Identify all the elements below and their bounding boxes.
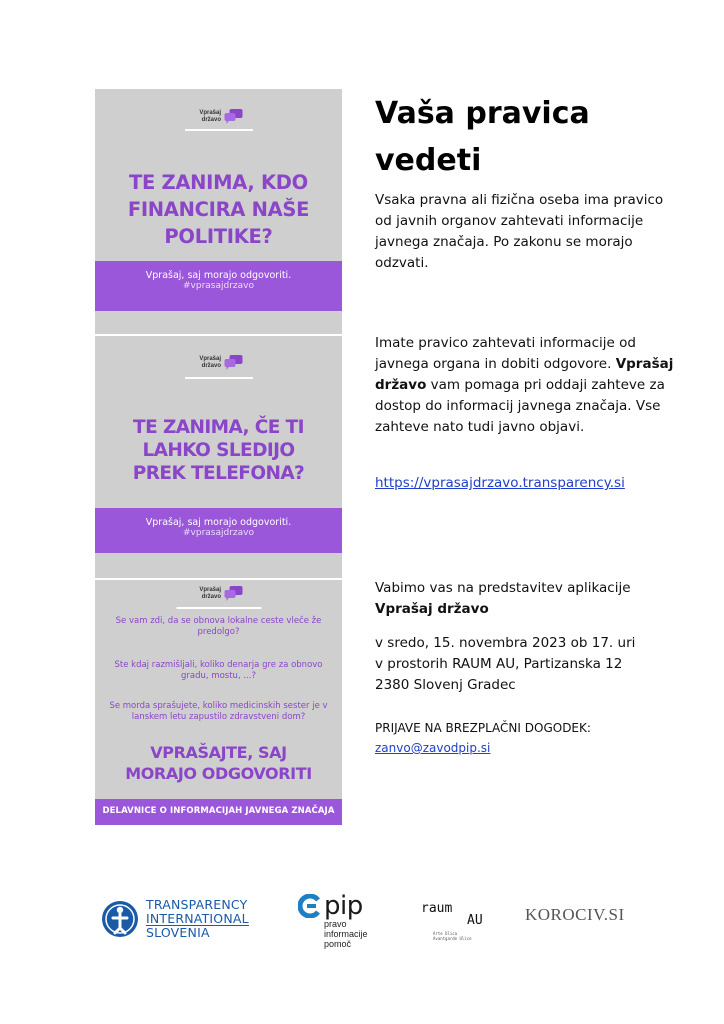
app-paragraph: Imate pravico zahtevati informacije od javnega organa in dobiti odgovore. Vprašaj državo vam pomaga pri oddaji zahteve za dostop do informacij javnega značaja. Vse zahteve nato tudi javno objavi. (375, 335, 674, 435)
logo-divider (185, 377, 253, 379)
website-link[interactable]: https://vprasajdrzavo.transparency.si (375, 475, 625, 491)
logo-line1: Vprašaj (199, 356, 221, 362)
speech-bubble-icon (224, 586, 242, 601)
korociv-logo: KOROCIV.SI (525, 905, 625, 924)
logo-line1: Vprašaj (199, 110, 221, 116)
signup-block (375, 718, 675, 758)
logo-divider (176, 607, 261, 609)
question-road: Se vam zdi, da se obnova lokalne ceste vleče že predolgo? (115, 616, 322, 637)
question-nurses: Se morda sprašujete, koliko medicinskih sester je v lanskem letu zapustilo zdravstveni dom? (109, 701, 328, 722)
speech-bubble-icon (224, 109, 242, 124)
logo-line2: državo (201, 116, 221, 123)
poster-tracking (95, 336, 342, 578)
vprasaj-drzavo-logo (195, 109, 242, 124)
pip-c-icon (298, 894, 322, 918)
pip-logo: pip pravo informacije pomoč (298, 893, 368, 949)
logo-line2: državo (201, 362, 221, 369)
logo-line2: državo (201, 593, 221, 600)
poster-headline: TE ZANIMA, ČE TI LAHKO SLEDIJO PREK TELEFONA? (132, 417, 305, 484)
poster-financing (95, 89, 342, 334)
transparency-international-logo: TRANSPARENCY INTERNATIONAL SLOVENIA (100, 898, 249, 940)
event-city: 2380 Slovenj Gradec (375, 677, 516, 693)
event-date: v sredo, 15. novembra 2023 ob 17. uri (375, 635, 636, 651)
poster-workshop (95, 580, 342, 825)
poster-headline: TE ZANIMA, KDO FINANCIRA NAŠE POLITIKE? (127, 171, 310, 248)
workshop-band: DELAVNICE O INFORMACIJAH JAVNEGA ZNAČAJA (95, 799, 342, 825)
signup-label: PRIJAVE NA BREZPLAČNI DOGODEK: (375, 721, 591, 735)
vprasaj-drzavo-logo (195, 586, 242, 601)
poster-band: Vprašaj, saj morajo odgovoriti. #vprasajdrzavo (95, 261, 342, 311)
logo-divider (185, 129, 253, 131)
poster-band: Vprašaj, saj morajo odgovoriti. #vprasajdrzavo (95, 508, 342, 553)
question-budget: Ste kdaj razmišljali, koliko denarja gre za obnovo gradu, mostu, ...? (114, 660, 323, 681)
raum-au-logo: raum AU Arte Ulica Avantgarde Ulice (421, 901, 483, 941)
intro-paragraph: Vsaka pravna ali fizična oseba ima pravico od javnih organov zahtevati informacije javnega značaja. Po zakonu se morajo odzvati. (375, 192, 664, 271)
ti-emblem-icon (100, 899, 140, 939)
logo-line1: Vprašaj (199, 587, 221, 593)
vprasaj-drzavo-logo (195, 355, 242, 370)
app-name: Vprašaj državo (375, 356, 674, 393)
app-name: Vprašaj državo (375, 601, 489, 617)
invite-paragraph: Vabimo vas na predstavitev aplikacije Vprašaj državo (375, 578, 675, 620)
signup-email-link[interactable]: zanvo@zavodpip.si (375, 741, 491, 755)
event-details (375, 633, 675, 696)
speech-bubble-icon (224, 355, 242, 370)
page-title: Vaša pravica vedeti (375, 96, 590, 178)
poster-headline: VPRAŠAJTE, SAJ MORAJO ODGOVORITI (125, 743, 312, 783)
event-venue: v prostorih RAUM AU, Partizanska 12 (375, 656, 623, 672)
